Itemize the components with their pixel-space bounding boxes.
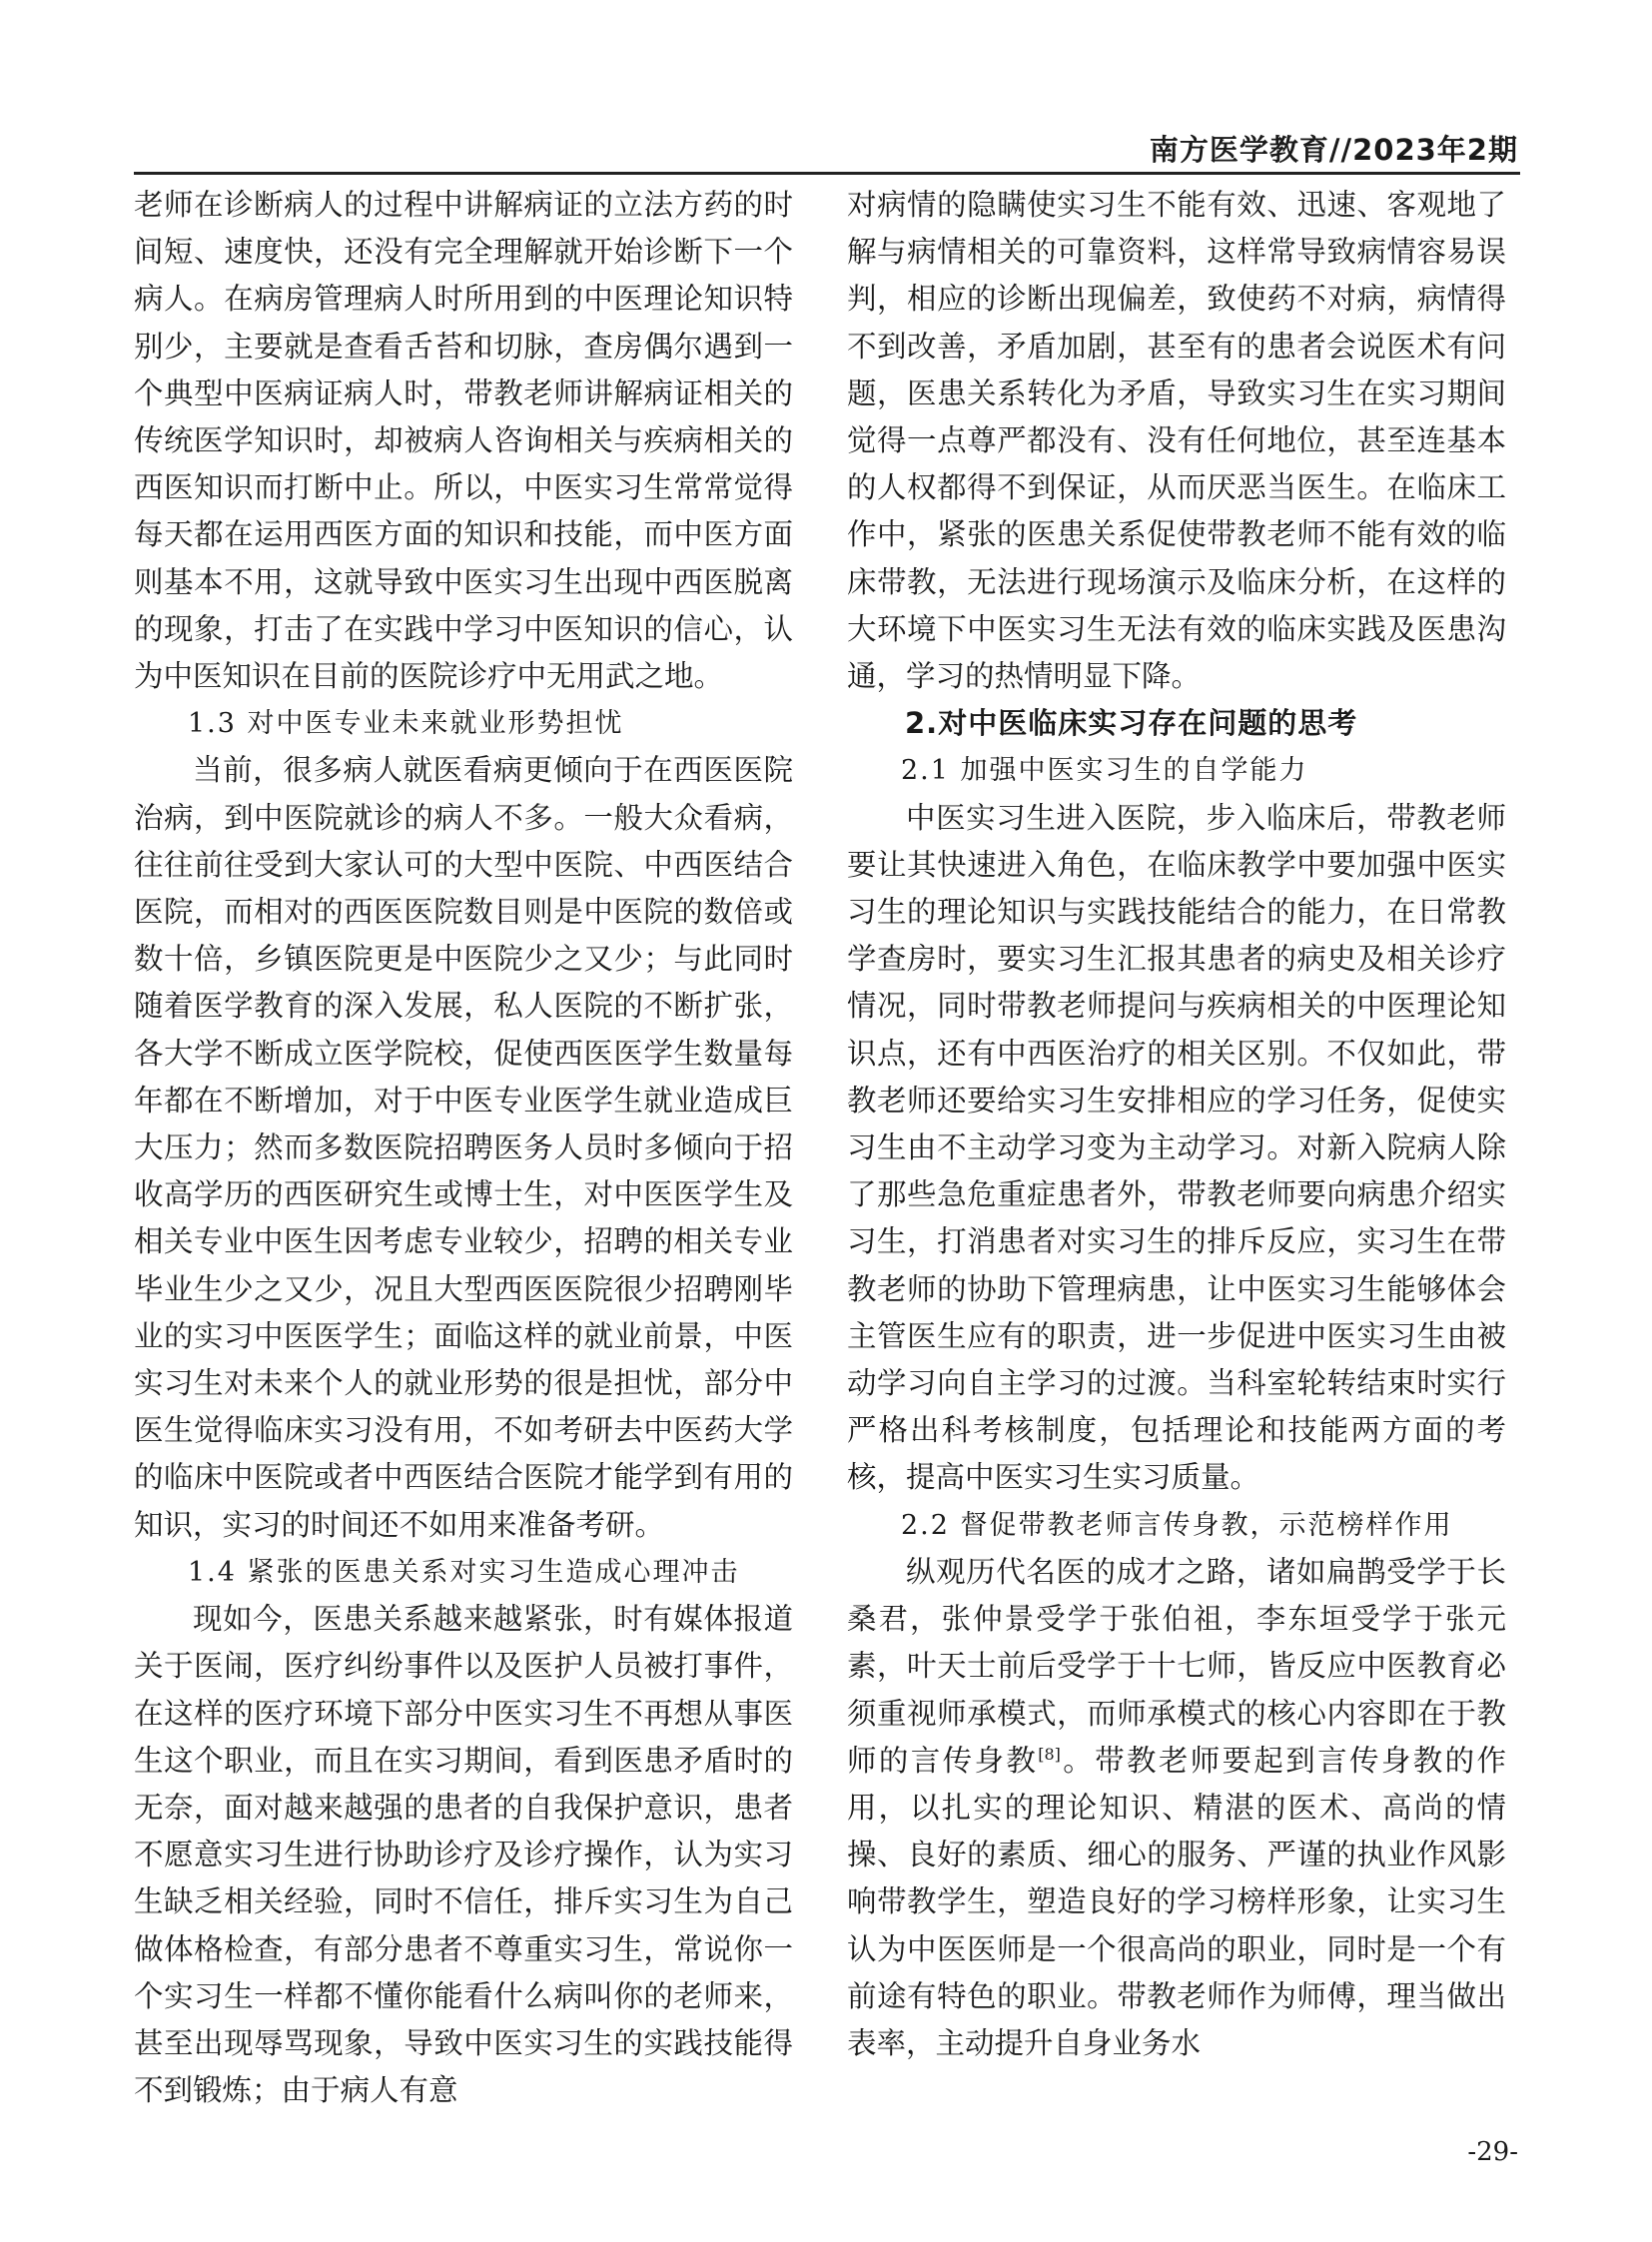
paragraph-text: 纵观历代名医的成才之路，诸如扁鹊受学于长桑君，张仲景受学于张伯祖，李东垣受学于张元素，叶天士前后受学于十七师，皆反应中医教育必须重视师承模式，而师承模式的核心内容即在于教师的言传身教: [847, 1554, 1506, 1778]
journal-name: 南方医学教育: [1149, 133, 1329, 167]
left-column: [134, 182, 793, 2114]
section-heading-2-1: 2.1 加强中医实习生的自学能力: [901, 755, 1308, 787]
paragraph-text: 。带教老师要起到言传身教的作用，以扎实的理论知识、精湛的医术、高尚的情操、良好的素质、细心的服务、严谨的执业作风影响带教学生，塑造良好的学习榜样形象，让实习生认为中医医师是一个很高尚的职业，同时是一个有前途有特色的职业。带教老师作为师傅，理当做出表率，主动提升自身业务水: [847, 1743, 1506, 2060]
paragraph: 老师在诊断病人的过程中讲解病证的立法方药的时间短、速度快，还没有完全理解就开始诊断下一个病人。在病房管理病人时所用到的中医理论知识特别少，主要就是查看舌苔和切脉，查房偶尔遇到一个典型中医病证病人时，带教老师讲解病证相关的传统医学知识时，却被病人咨询相关与疾病相关的西医知识而打断中止。所以，中医实习生常常觉得每天都在运用西医方面的知识和技能，而中医方面则基本不用，这就导致中医实习生出现中西医脱离的现象，打击了在实践中学习中医知识的信心，认为中医知识在目前的医院诊疗中无用武之地。: [134, 188, 793, 694]
section-heading-2: 2.对中医临床实习存在问题的思考: [905, 706, 1358, 741]
paragraph: [847, 1549, 1506, 2067]
right-column: [847, 182, 1506, 2067]
section-heading-1-4: 1.4 紧张的医患关系对实习生造成心理冲击: [188, 1556, 740, 1588]
journal-issue: 2023年2期: [1352, 133, 1518, 167]
journal-header: [134, 128, 1518, 167]
paragraph: 现如今，医患关系越来越紧张，时有媒体报道关于医闹，医疗纠纷事件以及医护人员被打事件，在这样的医疗环境下部分中医实习生不再想从事医生这个职业，而且在实习期间，看到医患矛盾时的无奈，面对越来越强的患者的自我保护意识，患者不愿意实习生进行协助诊疗及诊疗操作，认为实习生缺乏相关经验，同时不信任，排斥实习生为自己做体格检查，有部分患者不尊重实习生，常说你一个实习生一样都不懂你能看什么病叫你的老师来，甚至出现辱骂现象，导致中医实习生的实践技能得不到锻炼；由于病人有意: [134, 1602, 793, 2108]
paragraph: 对病情的隐瞒使实习生不能有效、迅速、客观地了解与病情相关的可靠资料，这样常导致病情容易误判，相应的诊断出现偏差，致使药不对病，病情得不到改善，矛盾加剧，甚至有的患者会说医术有问题，医患关系转化为矛盾，导致实习生在实习期间觉得一点尊严都没有、没有任何地位，甚至连基本的人权都得不到保证，从而厌恶当医生。在临床工作中，紧张的医患关系促使带教老师不能有效的临床带教，无法进行现场演示及临床分析，在这样的大环境下中医实习生无法有效的临床实践及医患沟通，学习的热情明显下降。: [847, 188, 1506, 694]
paragraph: 中医实习生进入医院，步入临床后，带教老师要让其快速进入角色，在临床教学中要加强中医实习生的理论知识与实践技能结合的能力，在日常教学查房时，要实习生汇报其患者的病史及相关诊疗情况，同时带教老师提问与疾病相关的中医理论知识点，还有中西医治疗的相关区别。不仅如此，带教老师还要给实习生安排相应的学习任务，促使实习生由不主动学习变为主动学习。对新入院病人除了那些急危重症患者外，带教老师要向病患介绍实习生，打消患者对实习生的排斥反应，实习生在带教老师的协助下管理病患，让中医实习生能够体会主管医生应有的职责，进一步促进中医实习生由被动学习向自主学习的过渡。当科室轮转结束时实行严格出科考核制度，包括理论和技能两方面的考核，提高中医实习生实习质量。: [847, 800, 1506, 1495]
section-heading-2-2: 2.2 督促带教老师言传身教，示范榜样作用: [901, 1509, 1453, 1541]
header-rule: [134, 172, 1520, 175]
citation-ref: [8]: [1038, 1744, 1061, 1764]
page-number: -29-: [1467, 2137, 1518, 2167]
section-heading-1-3: 1.3 对中医专业未来就业形势担忧: [188, 708, 624, 740]
header-separator: //: [1328, 133, 1353, 167]
paragraph: 当前，很多病人就医看病更倾向于在西医医院治病，到中医院就诊的病人不多。一般大众看病，往往前往受到大家认可的大型中医院、中西医结合医院，而相对的西医医院数目则是中医院的数倍或数十倍，乡镇医院更是中医院少之又少；与此同时随着医学教育的深入发展，私人医院的不断扩张，各大学不断成立医学院校，促使西医医学生数量每年都在不断增加，对于中医专业医学生就业造成巨大压力；然而多数医院招聘医务人员时多倾向于招收高学历的西医研究生或博士生，对中医医学生及相关专业中医生因考虑专业较少，招聘的相关专业毕业生少之又少，况且大型西医医院很少招聘刚毕业的实习中医医学生；面临这样的就业前景，中医实习生对未来个人的就业形势的很是担忧，部分中医生觉得临床实习没有用，不如考研去中医药大学的临床中医院或者中西医结合医院才能学到有用的知识，实习的时间还不如用来准备考研。: [134, 753, 793, 1542]
